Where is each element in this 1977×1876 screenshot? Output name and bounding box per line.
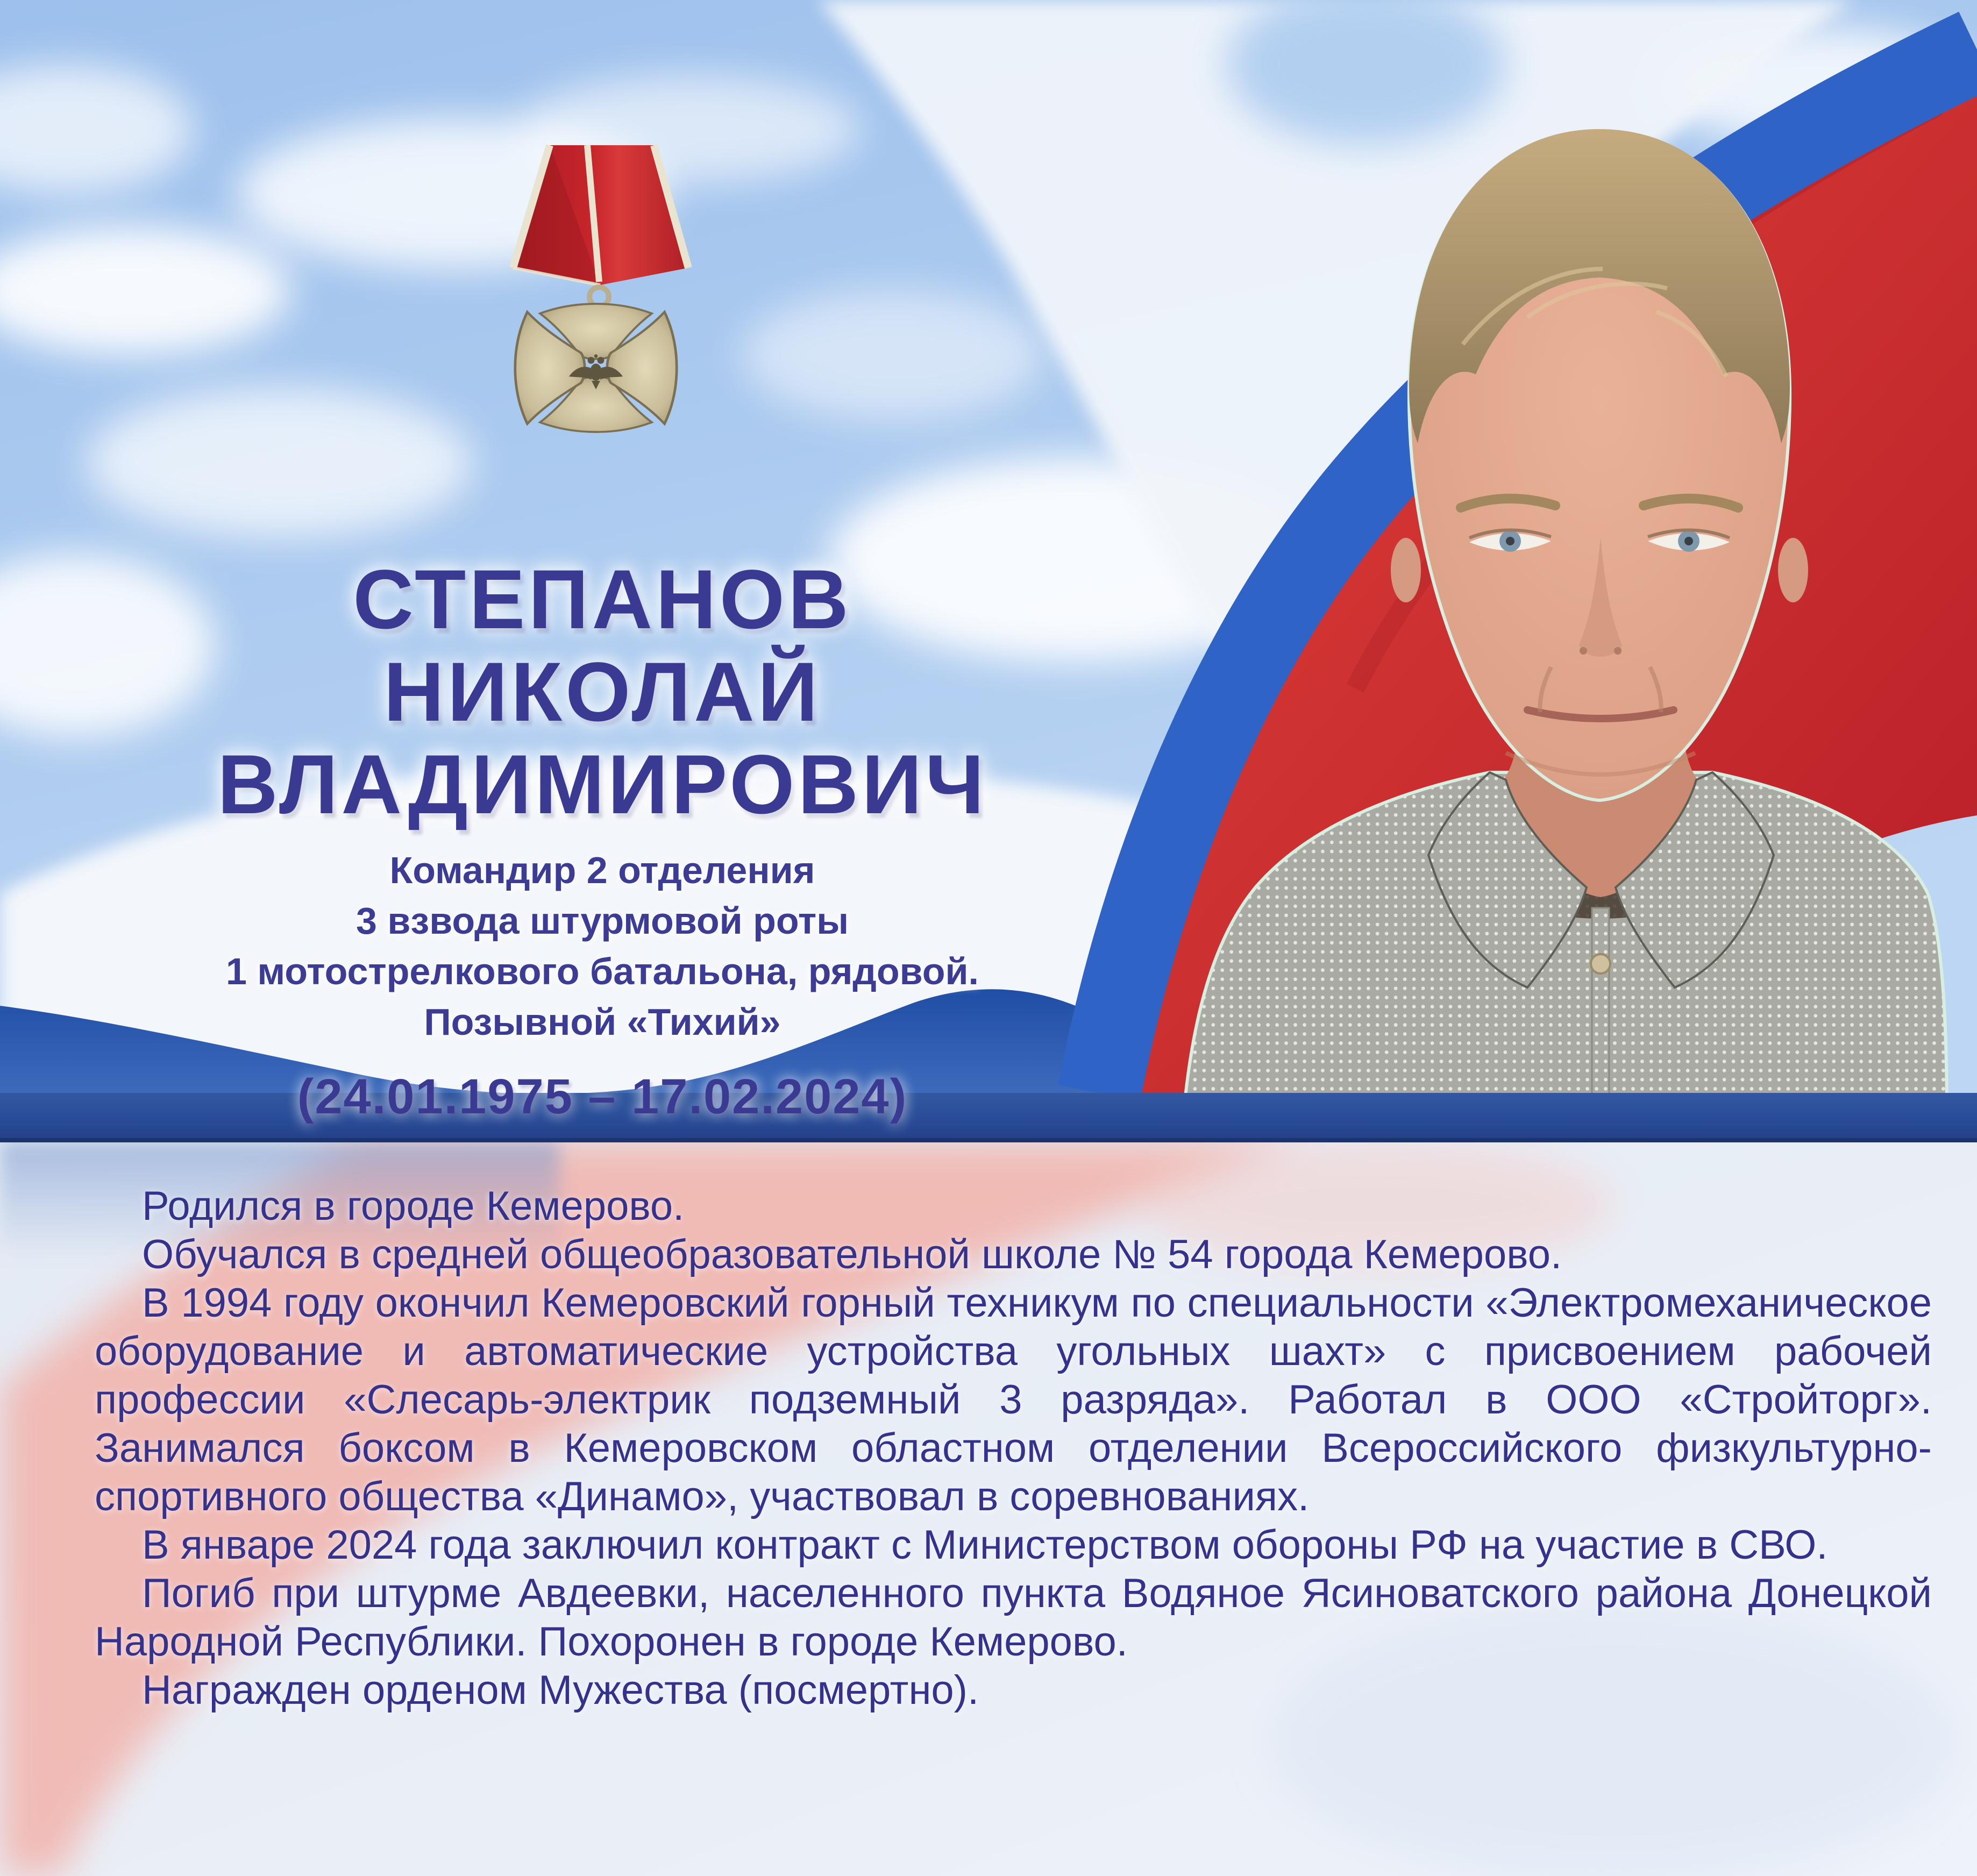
surname-title: СТЕПАНОВ	[353, 552, 852, 646]
callsign-line: Позывной «Тихий»	[424, 1001, 781, 1043]
biography-section	[95, 1183, 1932, 1716]
rank-lines	[19, 845, 1185, 1048]
shirt-button	[1591, 954, 1610, 973]
header-block	[19, 553, 1185, 1125]
biography-paragraph: В январе 2024 года заключил контракт с Министерством обороны РФ на участие в СВО.	[142, 1523, 1828, 1568]
biography-paragraph: В 1994 году окончил Кемеровский горный техникум по специальности «Электромеханическое оборудование и автоматические устройства угольных шахт» с присвоением рабочей профессии «Слесарь-электрик подземный 3 разряда». Работал в ООО «Стройторг». Занимался боксом в Кемеровском областном отделении Всероссийского физкультурно-спортивного общества «Динамо», участвовал в соревнованиях.	[95, 1281, 1932, 1520]
name-patronymic-title: НИКОЛАЙ ВЛАДИМИРОВИЧ	[217, 644, 987, 832]
rank-line: 1 мотострелкового батальона, рядовой.	[226, 951, 979, 993]
biography-paragraph: Погиб при штурме Авдеевки, населенного пункта Водяное Ясиноватского района Донецкой Народной Республики. Похоронен в городе Кемерово.	[95, 1572, 1932, 1665]
rank-line: 3 взвода штурмовой роты	[356, 900, 849, 942]
biography-paragraph: Награжден орденом Мужества (посмертно).	[142, 1668, 979, 1714]
biography-paragraph: Обучался в средней общеобразовательной школе № 54 города Кемерово.	[142, 1233, 1562, 1278]
rank-line: Командир 2 отделения	[389, 850, 815, 892]
life-dates: (24.01.1975 – 17.02.2024)	[297, 1068, 908, 1124]
biography-paragraph: Родился в городе Кемерово.	[142, 1184, 685, 1230]
order-of-courage-medal-icon	[495, 131, 710, 467]
portrait-photo	[1140, 108, 1958, 1119]
